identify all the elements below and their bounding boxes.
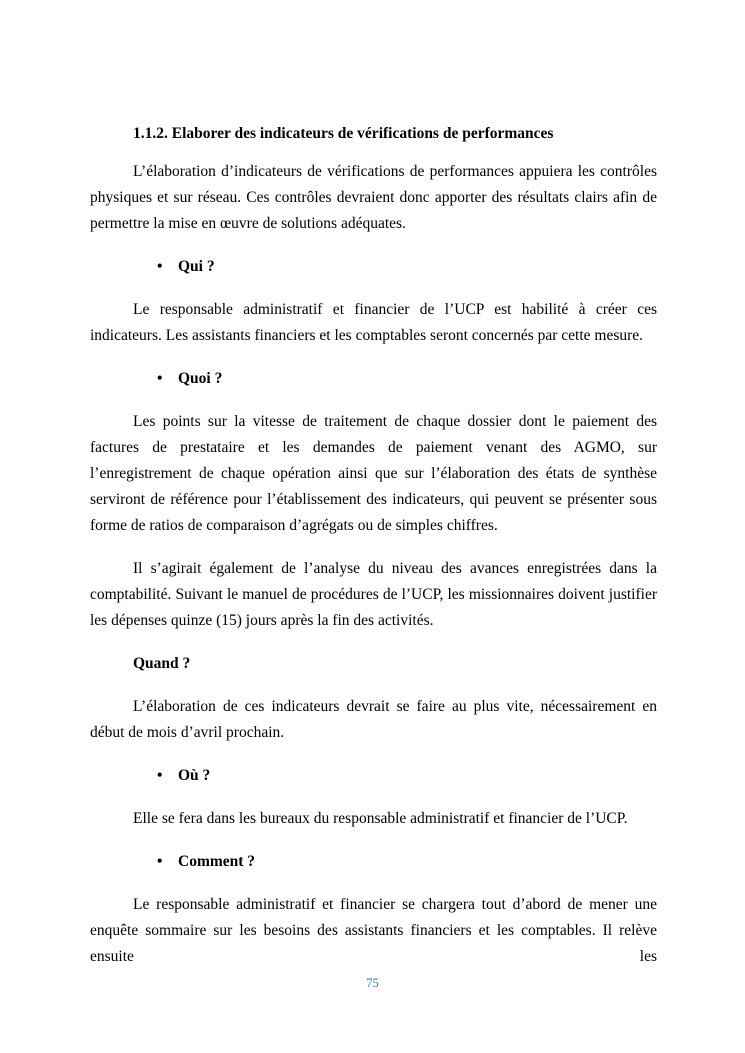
bullet-label-comment: Comment ?	[178, 853, 256, 870]
bullet-label-ou: Où ?	[178, 767, 211, 784]
bullet-icon: •	[157, 853, 163, 870]
paragraph-qui: Le responsable administratif et financier de l’UCP est habilité à créer ces indicateurs. Les assistants financiers et les comptables seront concernés par cette mesure.	[90, 301, 657, 344]
paragraph-intro: L’élaboration d’indicateurs de vérifications de performances appuiera les contrôles physiques et sur réseau. Ces contrôles devraient donc apporter des résultats clairs afin de permettre la mise en œuvre de solutions adéquates.	[90, 163, 657, 232]
bullet-icon: •	[157, 767, 163, 784]
paragraph-comment: Le responsable administratif et financier se chargera tout d’abord de mener une enquête sommaire sur les besoins des assistants financiers et les comptables. Il relève ensuite les	[90, 896, 657, 965]
page-content	[90, 121, 657, 987]
bullet-icon: •	[157, 258, 163, 275]
paragraph-quoi-1: Les points sur la vitesse de traitement de chaque dossier dont le paiement des factures de prestataire et les demandes de paiement venant des AGMO, sur l’enregistrement de chaque opération ainsi que sur l’élaboration des états de synthèse serviront de référence pour l’établissement des indicateurs, qui peuvent se présenter sous forme de ratios de comparaison d’agrégats ou de simples chiffres.	[90, 413, 657, 534]
bullet-item-quoi	[90, 366, 657, 392]
subheading-quand: Quand ?	[133, 655, 191, 672]
page-number: 75	[366, 976, 379, 990]
bullet-item-qui	[90, 254, 657, 280]
bullet-item-comment	[90, 849, 657, 875]
paragraph-ou: Elle se fera dans les bureaux du responsable administratif et financier de l’UCP.	[133, 810, 628, 827]
paragraph-quoi-2: Il s’agirait également de l’analyse du niveau des avances enregistrées dans la comptabilité. Suivant le manuel de procédures de l’UCP, les missionnaires doivent justifier les dépenses quinze (15) jours après la fin des activités.	[90, 560, 657, 629]
bullet-label-qui: Qui ?	[178, 258, 215, 275]
page-footer	[0, 974, 745, 992]
section-heading: 1.1.2. Elaborer des indicateurs de vérifications de performances	[133, 125, 554, 142]
bullet-icon: •	[157, 370, 163, 387]
bullet-item-ou	[90, 763, 657, 789]
paragraph-quand: L’élaboration de ces indicateurs devrait se faire au plus vite, nécessairement en début de mois d’avril prochain.	[90, 698, 657, 741]
bullet-label-quoi: Quoi ?	[178, 370, 223, 387]
